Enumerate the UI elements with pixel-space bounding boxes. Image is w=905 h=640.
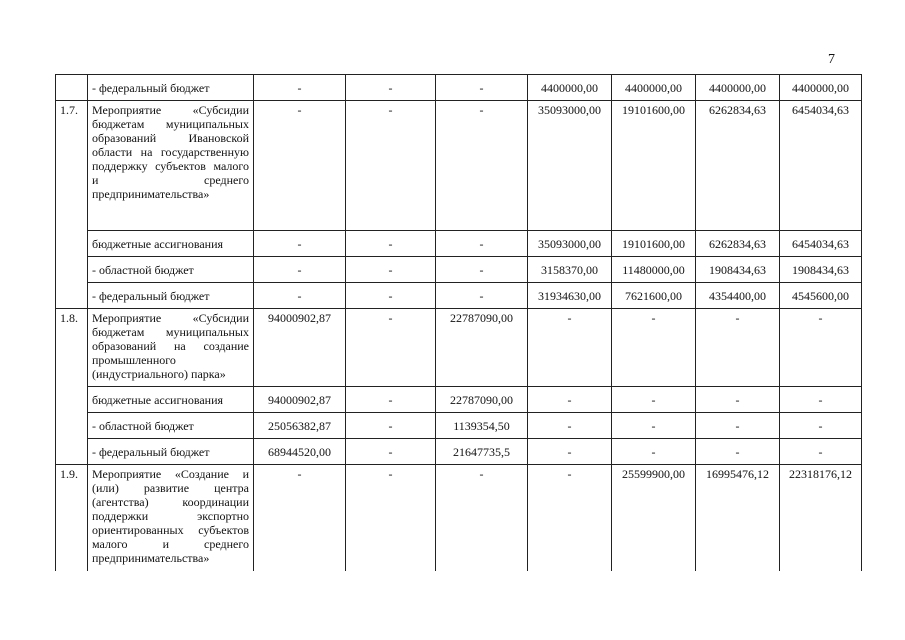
- value-cell: 19101600,00: [612, 101, 696, 231]
- row-label: - федеральный бюджет: [88, 439, 254, 465]
- value-cell: -: [696, 309, 780, 387]
- value-cell: 19101600,00: [612, 231, 696, 257]
- table-row: [56, 439, 862, 465]
- value-cell: 35093000,00: [528, 231, 612, 257]
- value-cell: 31934630,00: [528, 283, 612, 309]
- value-cell: -: [254, 283, 346, 309]
- row-index: 1.7.: [56, 101, 88, 309]
- value-cell: 4400000,00: [528, 75, 612, 101]
- value-cell: -: [346, 465, 436, 571]
- row-label: Мероприятие «Субсидии бюджетам муниципальных образований Ивановской области на государственную поддержку субъектов малого и среднего предпринимательства»: [88, 101, 254, 231]
- value-cell: -: [436, 257, 528, 283]
- value-cell: -: [436, 465, 528, 571]
- value-cell: 4400000,00: [612, 75, 696, 101]
- table-row: [56, 387, 862, 413]
- row-label: - федеральный бюджет: [88, 283, 254, 309]
- value-cell: -: [528, 309, 612, 387]
- table-row: [56, 257, 862, 283]
- table-row: [56, 75, 862, 101]
- table-row: [56, 413, 862, 439]
- value-cell: 22787090,00: [436, 387, 528, 413]
- value-cell: 4400000,00: [696, 75, 780, 101]
- value-cell: 25599900,00: [612, 465, 696, 571]
- value-cell: -: [780, 387, 862, 413]
- value-cell: 3158370,00: [528, 257, 612, 283]
- table-row: [56, 283, 862, 309]
- value-cell: -: [696, 439, 780, 465]
- row-label: - областной бюджет: [88, 257, 254, 283]
- value-cell: 6262834,63: [696, 101, 780, 231]
- value-cell: 21647735,5: [436, 439, 528, 465]
- value-cell: -: [528, 465, 612, 571]
- table-row: [56, 101, 862, 231]
- table-row: [56, 465, 862, 571]
- value-cell: -: [254, 257, 346, 283]
- value-cell: -: [780, 413, 862, 439]
- value-cell: -: [696, 387, 780, 413]
- value-cell: -: [528, 413, 612, 439]
- value-cell: -: [612, 413, 696, 439]
- value-cell: -: [254, 465, 346, 571]
- table-row: [56, 309, 862, 387]
- value-cell: 1139354,50: [436, 413, 528, 439]
- value-cell: 1908434,63: [696, 257, 780, 283]
- value-cell: -: [436, 101, 528, 231]
- value-cell: -: [612, 439, 696, 465]
- value-cell: 35093000,00: [528, 101, 612, 231]
- value-cell: 6454034,63: [780, 101, 862, 231]
- budget-table: [55, 74, 862, 571]
- page-number: 7: [828, 52, 835, 67]
- value-cell: 6454034,63: [780, 231, 862, 257]
- value-cell: 94000902,87: [254, 309, 346, 387]
- row-index-cell: [56, 75, 88, 101]
- value-cell: -: [696, 413, 780, 439]
- value-cell: -: [254, 75, 346, 101]
- value-cell: 11480000,00: [612, 257, 696, 283]
- value-cell: -: [436, 283, 528, 309]
- value-cell: 4400000,00: [780, 75, 862, 101]
- value-cell: -: [346, 231, 436, 257]
- row-index: 1.8.: [56, 309, 88, 465]
- value-cell: 1908434,63: [780, 257, 862, 283]
- value-cell: -: [346, 101, 436, 231]
- value-cell: 16995476,12: [696, 465, 780, 571]
- value-cell: -: [346, 413, 436, 439]
- row-index: 1.9.: [56, 465, 88, 571]
- row-label: бюджетные ассигнования: [88, 387, 254, 413]
- value-cell: -: [346, 283, 436, 309]
- value-cell: 22787090,00: [436, 309, 528, 387]
- value-cell: 6262834,63: [696, 231, 780, 257]
- value-cell: -: [346, 439, 436, 465]
- value-cell: -: [528, 439, 612, 465]
- value-cell: -: [346, 309, 436, 387]
- value-cell: 94000902,87: [254, 387, 346, 413]
- value-cell: -: [436, 231, 528, 257]
- row-label: - федеральный бюджет: [88, 75, 254, 101]
- row-label: - областной бюджет: [88, 413, 254, 439]
- value-cell: 4545600,00: [780, 283, 862, 309]
- row-label: бюджетные ассигнования: [88, 231, 254, 257]
- value-cell: 4354400,00: [696, 283, 780, 309]
- value-cell: -: [254, 101, 346, 231]
- value-cell: -: [780, 309, 862, 387]
- value-cell: 25056382,87: [254, 413, 346, 439]
- value-cell: -: [528, 387, 612, 413]
- value-cell: -: [346, 257, 436, 283]
- value-cell: -: [612, 309, 696, 387]
- value-cell: 7621600,00: [612, 283, 696, 309]
- value-cell: -: [436, 75, 528, 101]
- value-cell: -: [612, 387, 696, 413]
- row-label: Мероприятие «Создание и (или) развитие центра (агентства) координации поддержки экспортно ориентированных субъектов малого и среднего предпринимательства»: [88, 465, 254, 571]
- value-cell: 68944520,00: [254, 439, 346, 465]
- value-cell: -: [254, 231, 346, 257]
- value-cell: -: [346, 75, 436, 101]
- table-row: [56, 231, 862, 257]
- value-cell: -: [780, 439, 862, 465]
- value-cell: 22318176,12: [780, 465, 862, 571]
- row-label: Мероприятие «Субсидии бюджетам муниципальных образований на создание промышленного (индустриального) парка»: [88, 309, 254, 387]
- value-cell: -: [346, 387, 436, 413]
